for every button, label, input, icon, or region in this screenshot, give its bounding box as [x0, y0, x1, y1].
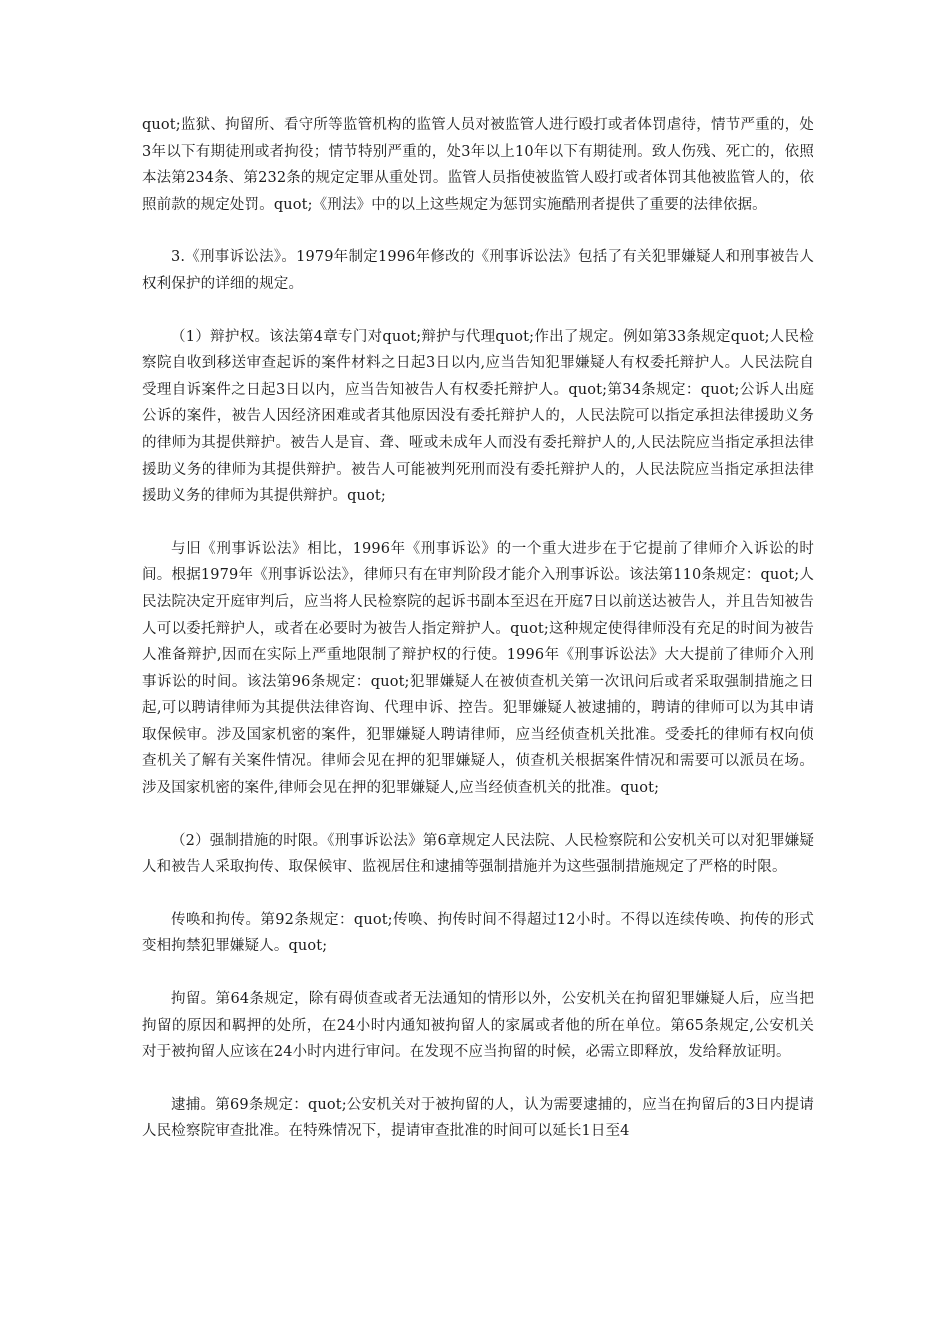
paragraph-criminal-procedure-law: 3.《刑事诉讼法》。1979年制定1996年修改的《刑事诉讼法》包括了有关犯罪嫌疑人和刑事被告人权利保护的详细的规定。	[142, 249, 814, 292]
document-body	[142, 112, 814, 1171]
paragraph-detention: 拘留。第64条规定，除有碍侦查或者无法通知的情形以外，公安机关在拘留犯罪嫌疑人后，应当把拘留的原因和羁押的处所，在24小时内通知被拘留人的家属或者他的所在单位。第65条规定,公安机关对于被拘留人应该在24小时内进行审问。在发现不应当拘留的时候，必需立即释放，发给释放证明。	[142, 991, 814, 1061]
paragraph-summons: 传唤和拘传。第92条规定：quot;传唤、拘传时间不得超过12小时。不得以连续传唤、拘传的形式变相拘禁犯罪嫌疑人。quot;	[142, 911, 814, 955]
paragraph-coercive-measures: （2）强制措施的时限。《刑事诉讼法》第6章规定人民法院、人民检察院和公安机关可以对犯罪嫌疑人和被告人采取拘传、取保候审、监视居住和逮捕等强制措施并为这些强制措施规定了严格的时限。	[142, 832, 814, 876]
paragraph-arrest: 逮捕。第69条规定：quot;公安机关对于被拘留的人，认为需要逮捕的，应当在拘留后的3日内提请人民检察院审查批准。在特殊情况下，提请审查批准的时间可以延长1日至4	[142, 1096, 814, 1140]
paragraph-right-to-defense: （1）辩护权。该法第4章专门对quot;辩护与代理quot;作出了规定。例如第33条规定quot;人民检察院自收到移送审查起诉的案件材料之日起3日以内,应当告知犯罪嫌疑人有权委托辩护人。人民法院自受理自诉案件之日起3日以内，应当告知被告人有权委托辩护人。quot;第34条规定：quot;公诉人出庭公诉的案件，被告人因经济困难或者其他原因没有委托辩护人的，人民法院可以指定承担法律援助义务的律师为其提供辩护。被告人是盲、聋、哑或未成年人而没有委托辩护人的,人民法院应当指定承担法律援助义务的律师为其提供辩护。被告人可能被判死刑而没有委托辩护人的，人民法院应当指定承担法律援助义务的律师为其提供辩护。quot;	[142, 328, 814, 505]
paragraph-prison-abuse: quot;监狱、拘留所、看守所等监管机构的监管人员对被监管人进行殴打或者体罚虐待，情节严重的，处3年以下有期徒刑或者拘役；情节特别严重的，处3年以上10年以下有期徒刑。致人伤残、死亡的，依照本法第234条、第232条的规定定罪从重处罚。监管人员指使被监管人殴打或者体罚其他被监管人的，依照前款的规定处罚。quot;《刑法》中的以上这些规定为惩罚实施酷刑者提供了重要的法律依据。	[142, 117, 814, 213]
paragraph-lawyer-involvement: 与旧《刑事诉讼法》相比，1996年《刑事诉讼》的一个重大进步在于它提前了律师介入诉讼的时间。根据1979年《刑事诉讼法》，律师只有在审判阶段才能介入刑事诉讼。该法第110条规定：quot;人民法院决定开庭审判后，应当将人民检察院的起诉书副本至迟在开庭7日以前送达被告人，并且告知被告人可以委托辩护人，或者在必要时为被告人指定辩护人。quot;这种规定使得律师没有充足的时间为被告人准备辩护,因而在实际上严重地限制了辩护权的行使。1996年《刑事诉讼法》大大提前了律师介入刑事诉讼的时间。该法第96条规定：quot;犯罪嫌疑人在被侦查机关第一次讯问后或者采取强制措施之日起,可以聘请律师为其提供法律咨询、代理申诉、控告。犯罪嫌疑人被逮捕的，聘请的律师可以为其申请取保候审。涉及国家机密的案件，犯罪嫌疑人聘请律师，应当经侦查机关批准。受委托的律师有权向侦查机关了解有关案件情况。律师会见在押的犯罪嫌疑人，侦查机关根据案件情况和需要可以派员在场。涉及国家机密的案件,律师会见在押的犯罪嫌疑人,应当经侦查机关的批准。quot;	[142, 540, 814, 797]
